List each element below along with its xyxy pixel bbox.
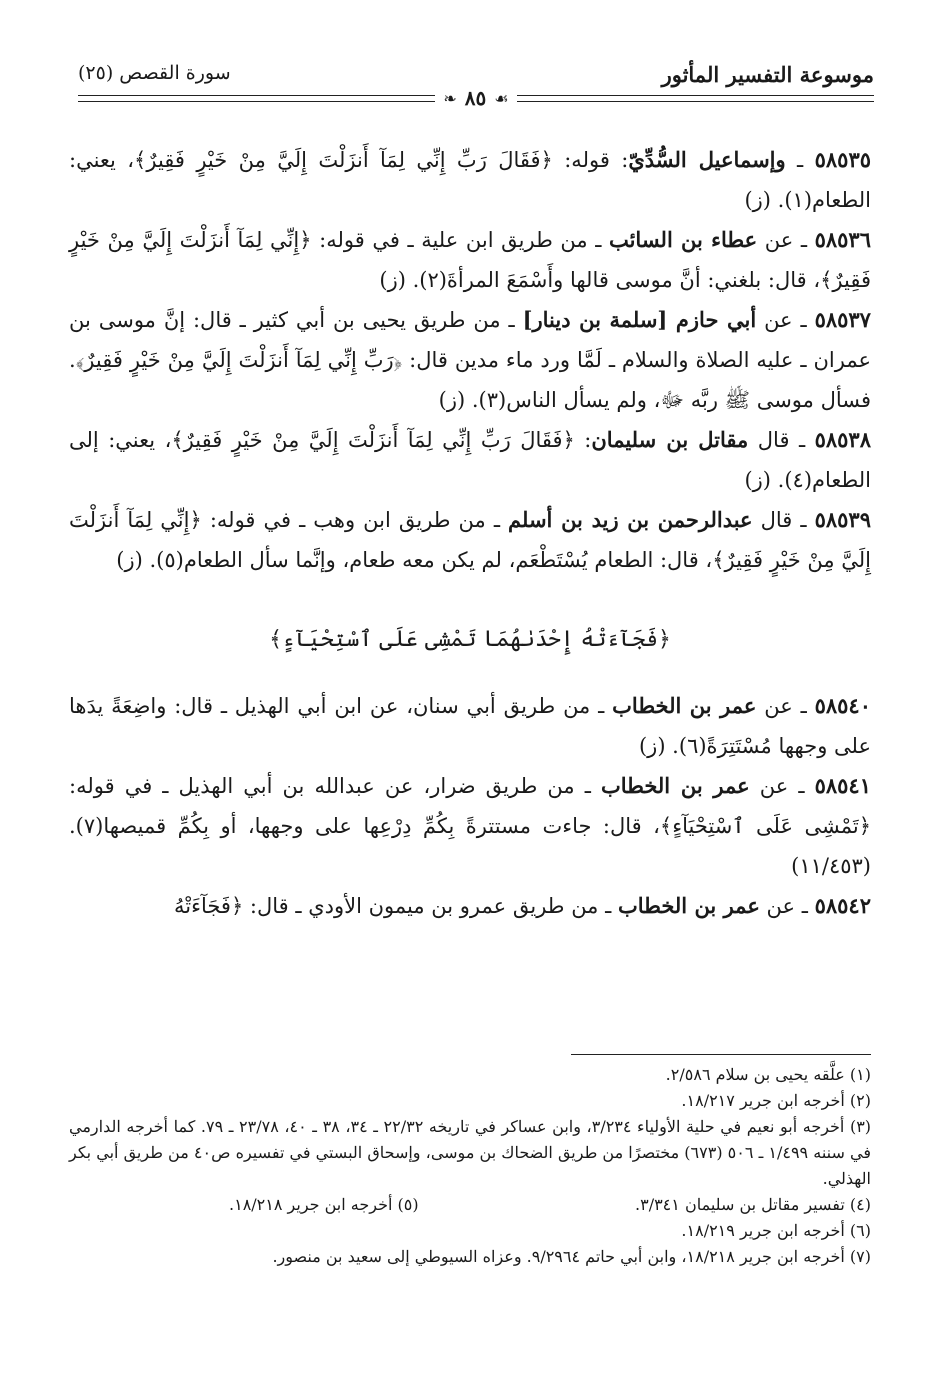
entry-number: ٥٨٥٣٥ (814, 147, 872, 172)
narrator-name: عمر بن الخطاب (617, 893, 760, 918)
entry-58537: ٥٨٥٣٧ ـ عن أبي حازم [سلمة بن دينار] ـ من طريق يحيى بن أبي كثير ـ قال: إنَّ موسى بن عمران ـ عليه الصلاة والسلام ـ لَمَّا ورد ماء مدين قال: ﴿رَبِّ إِنِّي لِمَآ أَنزَلْتَ إِلَيَّ مِنْ خَيْرٍ فَقِيرٌ﴾. فسأل موسى ﷺ ربَّه ﷻ، ولم يسأل الناس(٣). (ز) (69, 307, 871, 412)
entry-prefix: عن (764, 694, 793, 718)
entry-prefix: قال (760, 508, 793, 532)
entry-number: ٥٨٥٤٠ (814, 693, 871, 718)
footnotes (69, 1062, 871, 1270)
narrator-name: مقاتل بن سليمان (591, 427, 749, 452)
ornament-left-icon: ❧ (443, 88, 457, 108)
footnote-5: (٥) أخرجه ابن جرير ١٨/٢١٨. (229, 1195, 419, 1214)
narrator-name: عبدالرحمن بن زيد بن أسلم (508, 507, 753, 532)
entry-number: ٥٨٥٣٦ (814, 227, 871, 252)
entry-58540: ٥٨٥٤٠ ـ عن عمر بن الخطاب ـ من طريق أبي سنان، عن ابن أبي الهذيل ـ قال: واضِعَةً يدَها على وجهها مُسْتَتِرَةً(٦). (ز) (69, 693, 871, 758)
narrator-name: عطاء بن السائب (608, 227, 758, 252)
entry-number: ٥٨٥٤٢ (814, 893, 871, 918)
footnote-4: (٤) تفسير مقاتل بن سليمان ٣/٣٤١. (635, 1195, 871, 1214)
header-rule-right (517, 95, 874, 102)
footnote-separator (571, 1054, 871, 1055)
entry-prefix: عن (766, 894, 796, 918)
entry-text: ـ من طريق ابن وهب ـ في قوله: ﴿إِنِّي لِمَآ أَنزَلْتَ إِلَيَّ مِنْ خَيْرٍ فَقِيرٌ﴾، قال: الطعام يُسْتَطْعَم، لم يكن معه طعام، وإنَّما سأل الطعام(٥). (ز) (69, 508, 871, 572)
entry-58542: ٥٨٥٤٢ ـ عن عمر بن الخطاب ـ من طريق عمرو بن ميمون الأودي ـ قال: ﴿فَجَآءَتْهُ (173, 893, 871, 918)
entry-prefix: عن (759, 774, 789, 798)
entry-text: : قوله: ﴿فَقَالَ رَبِّ إِنِّي لِمَآ أَنزَلْتَ إِلَيَّ مِنْ خَيْرٍ فَقِيرٌ﴾، يعني: الطعام(١). (ز) (69, 148, 871, 212)
header-rule-left (78, 95, 435, 102)
entry-prefix: عن (764, 308, 793, 332)
entry-number: ٥٨٥٣٨ (814, 427, 871, 452)
entry-58541: ٥٨٥٤١ ـ عن عمر بن الخطاب ـ من طريق ضرار، عن عبدالله بن أبي الهذيل ـ في قوله: ﴿تَمْشِى عَلَى ٱسْتِحْيَآءٍ﴾، قال: جاءت مستترةً بِكُمِّ دِرْعِها على وجهها، أو بِكُمِّ قميصها(٧). (١١/٤٥٣) (69, 773, 871, 878)
footnote-3: (٣) أخرجه أبو نعيم في حلية الأولياء ٣/٢٣٤، وابن عساكر في تاريخه ٢٢/٣٢ ـ ٣٤، ٣٨ ـ ٤٠، ٢٣/٧٨ ـ ٧٩. كما أخرجه الدارمي في سننه ١/٤٩٩ ـ ٥٠٦ (٦٧٣) مختصرًا من طريق الضحاك بن موسى، وإسحاق البستي في تفسيره ص٤٠ من طريق أبي بكر الهذلي. (69, 1117, 872, 1188)
surah-label: سورة القصص (٢٥) (78, 62, 231, 84)
entry-58535: ٥٨٥٣٥ ـ وإسماعيل السُّدِّيّ: قوله: ﴿فَقَالَ رَبِّ إِنِّي لِمَآ أَنزَلْتَ إِلَيَّ مِنْ خَيْرٍ فَقِيرٌ﴾، يعني: الطعام(١). (ز) (69, 147, 872, 212)
section-heading: ﴿فَجَآءَتْهُ إِحْدَىٰهُمَا تَمْشِى عَلَى ٱسْتِحْيَآءٍ﴾ (269, 627, 671, 652)
entry-text: ـ من طريق يحيى بن أبي كثير ـ قال: إنَّ موسى بن عمران ـ عليه الصلاة والسلام ـ لَمَّا ورد ماء مدين قال: ﴿رَبِّ إِنِّي لِمَآ أَنزَلْتَ إِلَيَّ مِنْ خَيْرٍ فَقِيرٌ﴾. فسأل موسى ﷺ ربَّه ﷻ، ولم يسأل الناس(٣). (ز) (69, 308, 871, 412)
entry-58538: ٥٨٥٣٨ ـ قال مقاتل بن سليمان: ﴿فَقَالَ رَبِّ إِنِّي لِمَآ أَنزَلْتَ إِلَيَّ مِنْ خَيْرٍ فَقِيرٌ﴾، يعني: إلى الطعام(٤). (ز) (69, 427, 871, 492)
narrator-name: عمر بن الخطاب (600, 773, 750, 798)
footnote-6: (٦) أخرجه ابن جرير ١٨/٢١٩. (681, 1221, 871, 1240)
footnote-pair-4-5 (69, 1192, 871, 1218)
narrator-name: عمر بن الخطاب (612, 693, 757, 718)
ornament-right-icon: ☙ (494, 88, 509, 108)
entry-58536: ٥٨٥٣٦ ـ عن عطاء بن السائب ـ من طريق ابن علية ـ في قوله: ﴿إِنِّي لِمَآ أَنزَلْتَ إِلَيَّ مِنْ خَيْرٍ فَقِيرٌ﴾، قال: بلغني: أنَّ موسى قالها وأَسْمَعَ المرأةَ(٢). (ز) (69, 227, 871, 292)
narrator-name: وإسماعيل السُّدِّيّ (628, 147, 786, 172)
entry-58539: ٥٨٥٣٩ ـ قال عبدالرحمن بن زيد بن أسلم ـ من طريق ابن وهب ـ في قوله: ﴿إِنِّي لِمَآ أَنزَلْتَ إِلَيَّ مِنْ خَيْرٍ فَقِيرٌ﴾، قال: الطعام يُسْتَطْعَم، لم يكن معه طعام، وإنَّما سأل الطعام(٥). (ز) (69, 507, 871, 572)
entry-text: ـ من طريق عمرو بن ميمون الأودي ـ قال: ﴿فَجَآءَتْهُ (173, 894, 612, 918)
entry-text: ـ من طريق أبي سنان، عن ابن أبي الهذيل ـ قال: واضِعَةً يدَها على وجهها مُسْتَتِرَةً(٦). (ز) (69, 694, 871, 758)
page-number-row (78, 86, 874, 110)
entry-prefix: عن (764, 228, 794, 252)
footnote-2: (٢) أخرجه ابن جرير ١٨/٢١٧. (681, 1091, 871, 1110)
page-header (78, 62, 874, 110)
book-title: موسوعة التفسير المأثور (661, 62, 874, 87)
footnote-1: (١) علَّقه يحيى بن سلام ٢/٥٨٦. (665, 1065, 871, 1084)
footnote-7: (٧) أخرجه ابن جرير ١٨/٢١٨، وابن أبي حاتم ٩/٢٩٦٤. وعزاه السيوطي إلى سعيد بن منصور. (272, 1247, 871, 1266)
entry-number: ٥٨٥٣٩ (814, 507, 871, 532)
entry-text: ـ من طريق ضرار، عن عبدالله بن أبي الهذيل ـ في قوله: ﴿تَمْشِى عَلَى ٱسْتِحْيَآءٍ﴾، قال: جاءت مستترةً بِكُمِّ دِرْعِها على وجهها، أو بِكُمِّ قميصها(٧). (١١/٤٥٣) (69, 774, 871, 878)
page-number: ٨٥ (464, 86, 487, 110)
entry-number: ٥٨٥٣٧ (814, 307, 871, 332)
entry-prefix: قال (757, 428, 790, 452)
narrator-name: أبي حازم [سلمة بن دينار] (522, 307, 757, 332)
entry-text: : ﴿فَقَالَ رَبِّ إِنِّي لِمَآ أَنزَلْتَ إِلَيَّ مِنْ خَيْرٍ فَقِيرٌ﴾، يعني: إلى الطعام(٤). (ز) (69, 428, 871, 492)
main-text (69, 140, 871, 926)
entry-number: ٥٨٥٤١ (814, 773, 871, 798)
entry-text: ـ من طريق ابن علية ـ في قوله: ﴿إِنِّي لِمَآ أَنزَلْتَ إِلَيَّ مِنْ خَيْرٍ فَقِيرٌ﴾، قال: بلغني: أنَّ موسى قالها وأَسْمَعَ المرأةَ(٢). (ز) (69, 228, 871, 292)
